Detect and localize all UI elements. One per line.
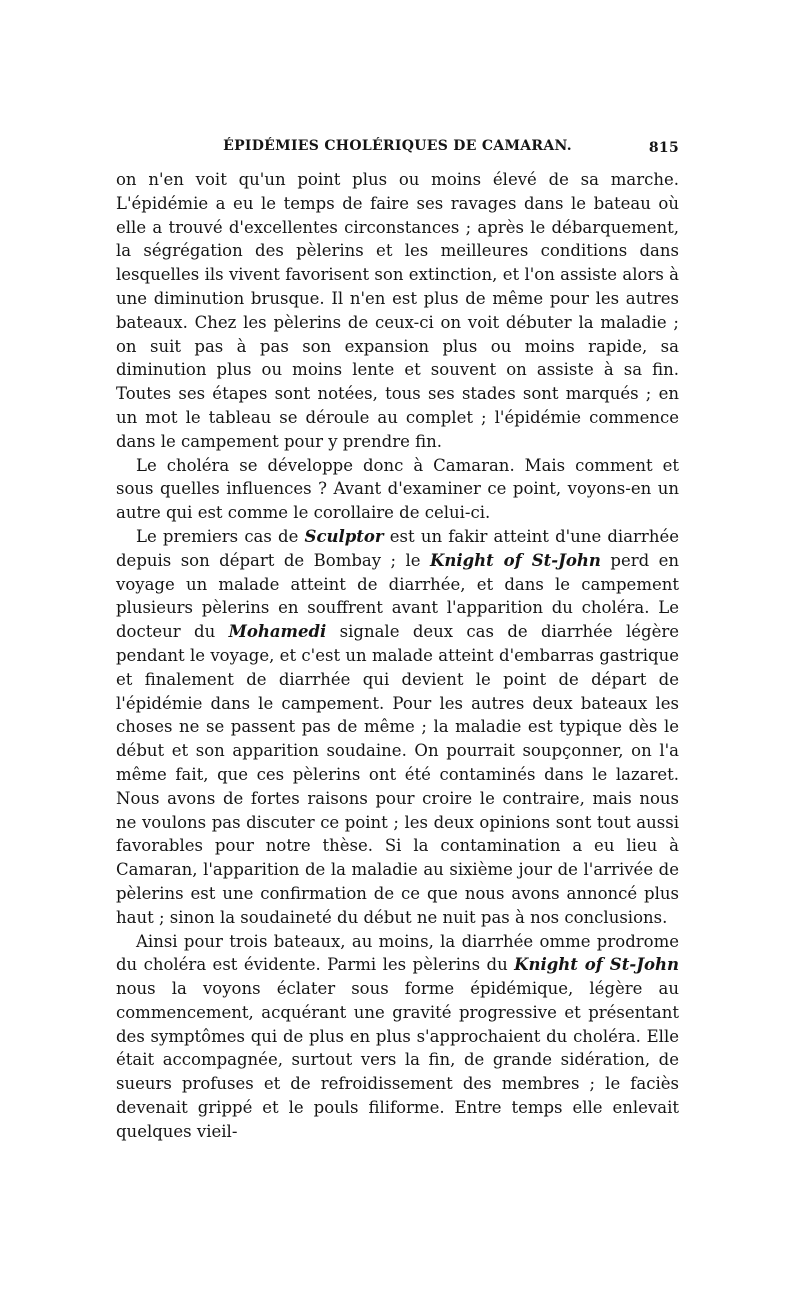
- text-segment: on n'en voit qu'un point plus ou moins élevé de sa marche. L'épidémie a eu le temps de faire ses ravages dans le bateau où elle a trouvé d'excellentes circonstances ; après le débarquement, la ségrégation des pèlerins et les meilleures conditions dans lesquelles ils vivent favorisent son extinction, et l'on assiste alors à une diminution brusque. Il n'en est plus de même pour les autres bateaux. Chez les pèlerins de ceux-ci on voit débuter la maladie ; on suit pas à pas son expansion plus ou moins rapide, sa diminution plus ou moins lente et souvent on assiste à sa fin. Toutes ses étapes sont notées, tous ses stades sont marqués ; en un mot le tableau se déroule au complet ; l'épidémie commence dans le campement pour y prendre fin.: [116, 170, 679, 451]
- book-page: [116, 138, 679, 1144]
- text-segment: Le premiers cas de: [136, 526, 305, 546]
- text-segment: Le choléra se développe donc à Camaran. Mais comment et sous quelles influences ? Avant d'examiner ce point, voyons-en un autre qui est comme le corollaire de celui-ci.: [116, 455, 679, 523]
- italic-ship-name: Sculptor: [304, 526, 384, 546]
- text-segment: est un fakir atteint d'une diarrhée depuis son départ de Bombay ; le: [116, 526, 679, 570]
- italic-ship-name: Knight of St-John: [514, 955, 679, 975]
- text-segment: perd en voyage un malade atteint de diarrhée, et dans le campement plusieurs pèlerins en souffrent avant l'apparition du choléra. Le docteur du: [116, 550, 679, 642]
- page-number: 815: [648, 140, 679, 156]
- paragraph-2: [116, 454, 679, 525]
- italic-ship-name: Mohamedi: [228, 622, 327, 642]
- text-segment: signale deux cas de diarrhée légère pendant le voyage, et c'est un malade atteint d'embarras gastrique et finalement de diarrhée qui devient le point de départ de l'épidémie dans le campement. Pour les autres deux bateaux les choses ne se passent pas de même ; la maladie est typique dès le début et son apparition soudaine. On pourrait soupçonner, on l'a même fait, que ces pèlerins ont été contaminés dans le lazaret. Nous avons de fortes raisons pour croire le contraire, mais nous ne voulons pas discuter ce point ; les deux opinions sont tout aussi favorables pour notre thèse. Si la contamination a eu lieu à Camaran, l'apparition de la maladie au sixième jour de l'arrivée de pèlerins est une confirmation de ce que nous avons annoncé plus haut ; sinon la soudaineté du début ne nuit pas à nos conclusions.: [116, 622, 680, 927]
- italic-ship-name: Knight of St-John: [429, 550, 601, 570]
- running-title: ÉPIDÉMIES CHOLÉRIQUES DE CAMARAN.: [223, 138, 572, 154]
- paragraph-1: [116, 168, 679, 454]
- body-text: [116, 168, 679, 1144]
- paragraph-3: [116, 525, 679, 930]
- paragraph-4: [116, 930, 679, 1144]
- text-segment: Ainsi pour trois bateaux, au moins, la diarrhée omme prodrome du choléra est évidente. Parmi les pèlerins du: [116, 931, 679, 975]
- running-head: [116, 138, 679, 164]
- text-segment: nous la voyons éclater sous forme épidémique, légère au commencement, acquérant une gravité progressive et présentant des symptômes qui de plus en plus s'approchaient du choléra. Elle était accompagnée, surtout vers la fin, de grande sidération, de sueurs profuses et de refroidissement des membres ; le faciès devenait grippé et le pouls filiforme. Entre temps elle enlevait quelques vieil-: [116, 979, 679, 1141]
